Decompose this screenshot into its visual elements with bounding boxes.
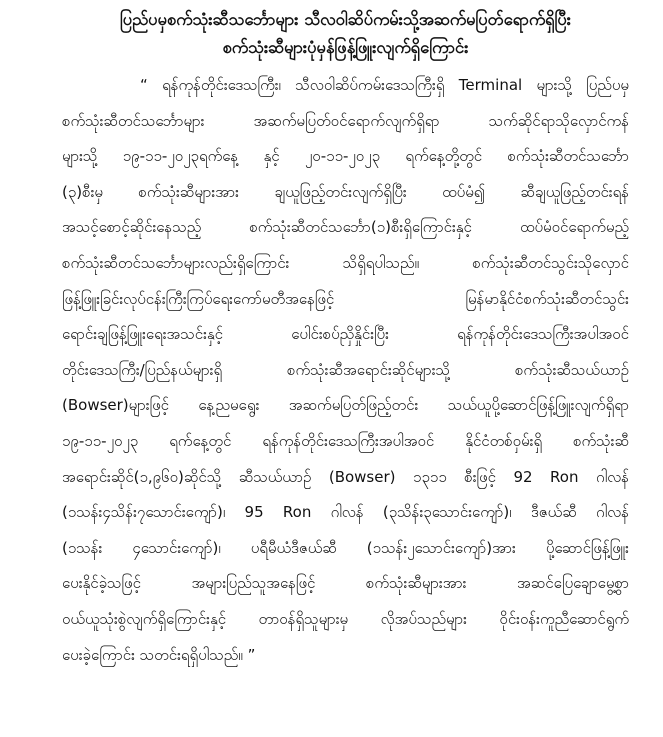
body-line: (၃)စီးမှ စက်သုံးဆီများအား ချယူဖြည့်တင်းလျက်ရှိပြီး ထပ်မံ၍ ဆီချယူဖြည့်တင်းရန် (62, 182, 629, 201)
body-line: ပေးနိုင်ခဲ့သဖြင့် အများပြည်သူအနေဖြင့် စက်သုံးဆီများအား အဆင်ပြေချောမွေ့စွာ (62, 574, 629, 593)
body-line: များသို့ ၁၉-၁၁-၂၀၂၃ရက်နေ့ နှင့် ၂၀-၁၁-၂၀၂၃ ရက်နေ့တို့တွင် စက်သုံးဆီတင်သင်္ဘော (62, 147, 629, 166)
headline-line-1: ပြည်ပမှစက်သုံးဆီသင်္ဘောများ သီလဝါဆိပ်ကမ်းသို့အဆက်မပြတ်ရောက်ရှိပြီး (120, 10, 571, 29)
headline (62, 6, 629, 62)
body-line: ၁၉-၁၁-၂၀၂၃ ရက်နေ့တွင် ရန်ကုန်တိုင်းဒေသကြီးအပါအဝင် နိုင်ငံတစ်ဝှမ်းရှိ စက်သုံးဆီ (62, 431, 629, 450)
body-line: ဖြန့်ဖြူးခြင်းလုပ်ငန်းကြီးကြပ်ရေးကော်မတီအနေဖြင့် မြန်မာနိုင်ငံစက်သုံးဆီတင်သွင်း (62, 289, 629, 308)
body-line: စက်သုံးဆီတင်သင်္ဘောများလည်းရှိကြောင်း သိရှိရပါသည်။ စက်သုံးဆီတင်သွင်းသိုလှောင် (62, 253, 629, 272)
body-line: စက်သုံးဆီတင်သင်္ဘောများ အဆက်မပြတ်ဝင်ရောက်လျက်ရှိရာ သက်ဆိုင်ရာသိုလှောင်ကန် (62, 111, 629, 130)
quoted-statement (62, 68, 629, 673)
body-line: အရောင်းဆိုင်(၁,၉၆၀)ဆိုင်သို့ ဆီသယ်ယာဉ် (Bowser) ၁၃၁၁ စီးဖြင့် 92 Ron ဂါလန် (62, 467, 629, 486)
headline-line-2: စက်သုံးဆီများပုံမှန်ဖြန့်ဖြူးလျက်ရှိကြောင်း (222, 38, 469, 57)
body-line: တိုင်းဒေသကြီး/ပြည်နယ်များရှိ စက်သုံးဆီအရောင်းဆိုင်များသို့ စက်သုံးဆီသယ်ယာဉ် (62, 360, 629, 379)
body-line: အသင့်စောင့်ဆိုင်းနေသည့် စက်သုံးဆီတင်သင်္ဘော(၁)စီးရှိကြောင်းနှင့် ထပ်မံဝင်ရောက်မည့် (62, 218, 629, 237)
body-line: ရောင်းချဖြန့်ဖြူးရေးအသင်းနှင့် ပေါင်းစပ်ညှိနှိုင်းပြီး ရန်ကုန်တိုင်းဒေသကြီးအပါအဝင် (62, 325, 629, 344)
body-line: (Bowser)များဖြင့် နေ့ညမရွေး အဆက်မပြတ်ဖြည့်တင်း သယ်ယူပို့ဆောင်ဖြန့်ဖြူးလျက်ရှိရာ (62, 396, 629, 415)
body-line: (၁သန်း၄သိန်း၇သောင်းကျော်)၊ 95 Ron ဂါလန် (၃သိန်း၃သောင်းကျော်)၊ ဒီဇယ်ဆီ ဂါလန် (62, 503, 629, 522)
body-line: ပေးခဲ့ကြောင်း သတင်းရရှိပါသည်။ ” (62, 645, 256, 664)
body-line: “ ရန်ကုန်တိုင်းဒေသကြီး၊ သီလဝါဆိပ်ကမ်းဒေသကြီးရှိ Terminal များသို့ ပြည်ပမှ (140, 76, 629, 94)
body-line: (၁သန်း ၄သောင်းကျော်)၊ ပရီမီယံဒီဇယ်ဆီ (၁သန်း၂သောင်းကျော်)အား ပို့ဆောင်ဖြန့်ဖြူး (62, 538, 629, 557)
body-line: ဝယ်ယူသုံးစွဲလျက်ရှိကြောင်းနှင့် တာဝန်ရှိသူများမှ လိုအပ်သည်များ ဝိုင်းဝန်းကူညီဆောင်ရွက် (62, 609, 629, 628)
